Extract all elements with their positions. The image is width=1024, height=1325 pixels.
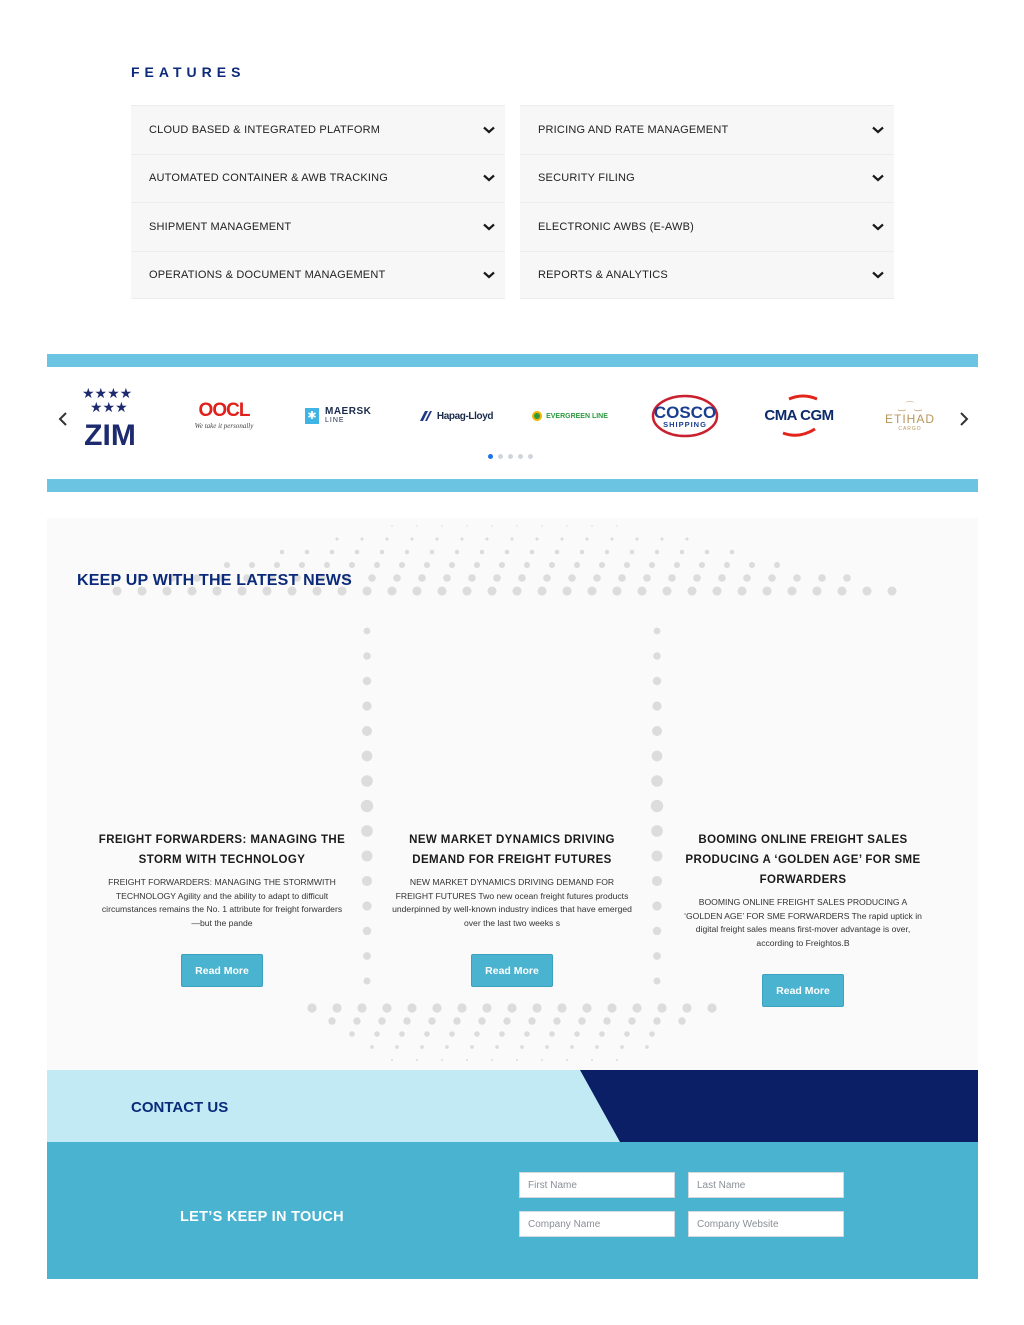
pattern-dot <box>668 574 676 582</box>
pattern-dot <box>632 1003 641 1012</box>
news-card-title: BOOMING ONLINE FREIGHT SALES PRODUCING A ‘GOLDEN AGE’ FOR SME FORWARDERS <box>685 834 921 886</box>
pattern-dot <box>361 800 373 812</box>
pattern-dot <box>362 726 372 736</box>
zim-logo-text: ZIM <box>84 419 136 447</box>
features-title: FEATURES <box>131 64 246 80</box>
pattern-dot <box>349 562 355 568</box>
pattern-dot <box>364 978 371 985</box>
feature-item-label: ELECTRONIC AWBS (E-AWB) <box>538 220 694 233</box>
pattern-dot <box>580 550 585 555</box>
pattern-dot <box>657 1003 666 1012</box>
pattern-dot <box>363 652 371 660</box>
pattern-dot <box>549 562 555 568</box>
pattern-dot <box>355 550 360 555</box>
pattern-dot <box>643 574 651 582</box>
pattern-dot <box>685 537 688 540</box>
pattern-dot <box>651 800 663 812</box>
pattern-dot <box>399 1031 405 1037</box>
pattern-dot <box>541 525 543 527</box>
pattern-dot <box>587 586 596 595</box>
pattern-dot <box>420 1045 424 1049</box>
feature-item-security-filing[interactable] <box>520 154 894 203</box>
pattern-dot <box>403 1017 410 1024</box>
contact-subtitle: LET’S KEEP IN TOUCH <box>180 1209 344 1225</box>
carousel-dot[interactable] <box>518 454 523 459</box>
pattern-dot <box>363 927 372 936</box>
pattern-dot <box>385 537 388 540</box>
pattern-dot <box>787 586 796 595</box>
pattern-dot <box>518 574 526 582</box>
pattern-dot <box>449 562 455 568</box>
pattern-dot <box>545 1045 549 1049</box>
pattern-dot <box>653 952 661 960</box>
news-card <box>97 830 347 987</box>
carousel-next-button[interactable] <box>954 407 974 431</box>
pattern-dot <box>462 586 471 595</box>
pattern-dot <box>399 562 405 568</box>
pattern-dot <box>324 562 330 568</box>
pattern-dot <box>361 775 373 787</box>
pattern-dot <box>387 586 396 595</box>
pattern-dot <box>628 1017 635 1024</box>
etihad-logo-sub: CARGO <box>898 426 922 432</box>
features-left-column <box>131 105 505 299</box>
read-more-button[interactable]: Read More <box>181 954 263 987</box>
news-card-excerpt: BOOMING ONLINE FREIGHT SALES PRODUCING A ‘GOLDEN AGE’ FOR SME FORWARDERS The rapid uptick in digital freight sales means first-mover advantage is over, according to Freightos.B <box>684 897 922 949</box>
pattern-dot <box>374 1031 380 1037</box>
pattern-dot <box>595 1045 599 1049</box>
pattern-dot <box>630 550 635 555</box>
feature-item-label: PRICING AND RATE MANAGEMENT <box>538 123 729 136</box>
pattern-dot <box>687 586 696 595</box>
pattern-dot <box>510 537 513 540</box>
pattern-dot <box>712 586 721 595</box>
pattern-dot <box>499 1031 505 1037</box>
pattern-dot <box>818 574 826 582</box>
pattern-dot <box>653 927 662 936</box>
news-card-excerpt: FREIGHT FORWARDERS: MANAGING THE STORMWITH TECHNOLOGY Agility and the ability to adapt to difficult circumstances remains the No. 1 attribute for freight forwarders—but the pande <box>101 877 343 929</box>
pattern-dot <box>441 1059 443 1061</box>
features-right-column <box>520 105 894 299</box>
pattern-dot <box>678 1017 685 1024</box>
pattern-dot <box>457 1003 466 1012</box>
maersk-logo[interactable] <box>305 405 377 427</box>
pattern-dot <box>391 525 393 527</box>
pattern-dot <box>307 1003 316 1012</box>
pattern-dot <box>407 1003 416 1012</box>
maersk-logo-text: MAERSK <box>325 406 372 417</box>
pattern-dot <box>507 1003 516 1012</box>
svg-text:★★★★: ★★★★ <box>82 386 133 402</box>
pattern-dot <box>749 562 755 568</box>
pattern-dot <box>495 1045 499 1049</box>
carousel-logos <box>75 381 955 451</box>
pattern-dot <box>543 574 551 582</box>
news-card <box>678 830 928 1007</box>
pattern-dot <box>637 586 646 595</box>
pattern-dot <box>616 1059 618 1061</box>
pattern-dot <box>528 1017 535 1024</box>
pattern-dot <box>660 537 663 540</box>
pattern-dot <box>485 537 488 540</box>
feature-item-label: SECURITY FILING <box>538 172 635 185</box>
pattern-dot <box>652 851 663 862</box>
pattern-dot <box>466 525 468 527</box>
pattern-dot <box>605 550 610 555</box>
chevron-down-icon <box>870 170 886 186</box>
pattern-dot <box>812 586 821 595</box>
feature-item-label: AUTOMATED CONTAINER & AWB TRACKING <box>149 172 389 185</box>
pattern-dot <box>512 586 521 595</box>
pattern-dot <box>562 586 571 595</box>
pattern-dot <box>224 562 230 568</box>
pattern-dot <box>470 1045 474 1049</box>
pattern-dot <box>453 1017 460 1024</box>
pattern-dot <box>651 825 663 837</box>
pattern-dot <box>487 586 496 595</box>
pattern-dot <box>653 677 661 685</box>
contact-header-navy-panel <box>580 1070 978 1142</box>
chevron-down-icon <box>481 219 497 235</box>
news-section <box>47 518 978 1070</box>
cma-cgm-logo[interactable] <box>759 391 839 441</box>
pattern-dot <box>505 550 510 555</box>
pattern-dot <box>654 978 661 985</box>
pattern-dot <box>455 550 460 555</box>
pattern-dot <box>410 537 413 540</box>
pattern-dot <box>432 1003 441 1012</box>
pattern-dot <box>862 586 871 595</box>
features-accordion <box>131 105 894 299</box>
oocl-tagline: We take it personally <box>194 422 254 430</box>
pattern-dot <box>620 1045 624 1049</box>
company-website-field[interactable] <box>688 1211 844 1237</box>
pattern-dot <box>493 574 501 582</box>
pattern-dot <box>503 1017 510 1024</box>
pattern-dot <box>395 1045 399 1049</box>
news-card <box>387 830 637 987</box>
contact-header <box>47 1070 978 1142</box>
pattern-dot <box>520 1045 524 1049</box>
pattern-dot <box>370 1045 374 1049</box>
chevron-down-icon <box>870 267 886 283</box>
pattern-dot <box>793 574 801 582</box>
pattern-dot <box>491 1059 493 1061</box>
pattern-dot <box>430 550 435 555</box>
pattern-dot <box>368 574 376 582</box>
news-card-excerpt: NEW MARKET DYNAMICS DRIVING DEMAND FOR FREIGHT FUTURES Two new ocean freight futures products underpinned by well-known industry indices that have emerged over the last two weeks s <box>392 877 632 929</box>
news-card-title: FREIGHT FORWARDERS: MANAGING THE STORM WITH TECHNOLOGY <box>98 834 346 866</box>
pattern-dot <box>599 562 605 568</box>
pattern-dot <box>662 586 671 595</box>
pattern-dot <box>653 652 661 660</box>
pattern-dot <box>652 751 663 762</box>
pattern-dot <box>362 901 371 910</box>
pattern-dot <box>480 550 485 555</box>
pattern-dot <box>618 574 626 582</box>
pattern-dot <box>391 1059 393 1061</box>
pattern-dot <box>582 1003 591 1012</box>
maersk-logo-sub: LINE <box>325 417 345 424</box>
pattern-dot <box>516 525 518 527</box>
pattern-dot <box>363 677 371 685</box>
read-more-button[interactable]: Read More <box>762 974 844 1007</box>
pattern-dot <box>541 1059 543 1061</box>
pattern-dot <box>524 1031 530 1037</box>
news-section-title: KEEP UP WITH THE LATEST NEWS <box>77 572 352 589</box>
pattern-dot <box>491 525 493 527</box>
pattern-dot <box>652 901 661 910</box>
pattern-dot <box>693 574 701 582</box>
pattern-dot <box>557 1003 566 1012</box>
news-card-title: NEW MARKET DYNAMICS DRIVING DEMAND FOR FREIGHT FUTURES <box>409 834 615 866</box>
pattern-dot <box>762 586 771 595</box>
pattern-dot <box>478 1017 485 1024</box>
pattern-dot <box>363 952 371 960</box>
pattern-dot <box>499 562 505 568</box>
pattern-dot <box>887 586 896 595</box>
cosco-logo-sub: SHIPPING <box>663 420 707 429</box>
pattern-dot <box>482 1003 491 1012</box>
carousel-pagination <box>488 454 533 459</box>
hapag-lloyd-emblem-icon <box>419 410 433 422</box>
pattern-dot <box>441 525 443 527</box>
carousel-prev-button[interactable] <box>53 407 73 431</box>
chevron-down-icon <box>870 219 886 235</box>
first-name-field[interactable] <box>519 1172 675 1198</box>
feature-item-label: SHIPMENT MANAGEMENT <box>149 220 292 233</box>
pattern-dot <box>616 525 618 527</box>
pattern-dot <box>705 550 710 555</box>
chevron-right-icon <box>959 411 969 427</box>
pattern-dot <box>624 562 630 568</box>
pattern-dot <box>328 1017 335 1024</box>
pattern-dot <box>593 574 601 582</box>
pattern-dot <box>445 1045 449 1049</box>
hapag-lloyd-logo[interactable] <box>418 407 494 425</box>
pattern-dot <box>610 537 613 540</box>
pattern-dot <box>412 586 421 595</box>
pattern-dot <box>737 586 746 595</box>
pattern-dot <box>555 550 560 555</box>
pattern-dot <box>474 1031 480 1037</box>
evergreen-logo[interactable] <box>532 408 608 424</box>
pattern-dot <box>568 574 576 582</box>
feature-item-container-tracking[interactable] <box>131 154 505 203</box>
pattern-dot <box>591 1059 593 1061</box>
zim-logo[interactable] <box>77 383 143 447</box>
pattern-dot <box>574 1031 580 1037</box>
pattern-dot <box>635 537 638 540</box>
pattern-dot <box>652 876 662 886</box>
pattern-dot <box>428 1017 435 1024</box>
last-name-field[interactable] <box>688 1172 844 1198</box>
pattern-dot <box>578 1017 585 1024</box>
pattern-dot <box>654 628 661 635</box>
oocl-logo-text: OOCL <box>198 400 250 421</box>
pattern-dot <box>349 1031 355 1037</box>
etihad-logo[interactable] <box>875 395 945 439</box>
pattern-dot <box>474 562 480 568</box>
pattern-dot <box>651 775 663 787</box>
pattern-dot <box>532 1003 541 1012</box>
pattern-dot <box>649 1031 655 1037</box>
pattern-dot <box>599 1031 605 1037</box>
pattern-dot <box>535 537 538 540</box>
carousel-dot[interactable] <box>498 454 503 459</box>
pattern-dot <box>674 562 680 568</box>
pattern-dot <box>549 1031 555 1037</box>
pattern-dot <box>274 562 280 568</box>
pattern-dot <box>361 825 373 837</box>
chevron-left-icon <box>58 411 68 427</box>
pattern-dot <box>585 537 588 540</box>
pattern-dot <box>680 550 685 555</box>
pattern-dot <box>560 537 563 540</box>
evergreen-logo-text: EVERGREEN LINE <box>546 412 608 420</box>
pattern-dot <box>652 701 661 710</box>
pattern-dot <box>537 586 546 595</box>
pattern-dot <box>468 574 476 582</box>
chevron-down-icon <box>481 170 497 186</box>
pattern-dot <box>424 1031 430 1037</box>
pattern-dot <box>443 574 451 582</box>
feature-item-electronic-awbs[interactable] <box>520 202 894 251</box>
company-name-field[interactable] <box>519 1211 675 1237</box>
carousel-dot[interactable] <box>508 454 513 459</box>
evergreen-emblem-icon <box>532 411 542 421</box>
pattern-dot <box>362 751 373 762</box>
carrier-logo-carousel <box>47 367 978 479</box>
pattern-dot <box>570 1045 574 1049</box>
pattern-dot <box>435 537 438 540</box>
pattern-dot <box>837 586 846 595</box>
pattern-dot <box>516 1059 518 1061</box>
feature-item-shipment-management[interactable] <box>131 202 505 251</box>
maersk-star-icon: ✱ <box>305 408 319 424</box>
pattern-dot <box>612 586 621 595</box>
pattern-dot <box>566 525 568 527</box>
pattern-dot <box>382 1003 391 1012</box>
pattern-dot <box>653 1017 660 1024</box>
pattern-dot <box>378 1017 385 1024</box>
pattern-dot <box>724 562 730 568</box>
feature-item-reports-analytics[interactable] <box>520 251 894 300</box>
pattern-dot <box>530 550 535 555</box>
pattern-dot <box>374 562 380 568</box>
pattern-dot <box>843 574 851 582</box>
read-more-button[interactable]: Read More <box>471 954 553 987</box>
pattern-dot <box>603 1017 610 1024</box>
pattern-dot <box>305 550 310 555</box>
etihad-arabic-mark-icon: ‿⌒‿ <box>898 402 922 412</box>
carousel-dot[interactable] <box>528 454 533 459</box>
pattern-dot <box>424 562 430 568</box>
cma-cgm-logo-text: CMA CGM <box>764 407 834 424</box>
pattern-dot <box>624 1031 630 1037</box>
pattern-dot <box>774 562 780 568</box>
pattern-dot <box>524 562 530 568</box>
pattern-dot <box>449 1031 455 1037</box>
chevron-down-icon <box>870 122 886 138</box>
feature-item-cloud-platform[interactable] <box>131 105 505 154</box>
hapag-lloyd-logo-text: Hapag-Lloyd <box>436 410 494 422</box>
feature-item-label: CLOUD BASED & INTEGRATED PLATFORM <box>149 123 381 136</box>
pattern-dot <box>574 562 580 568</box>
pattern-dot <box>699 562 705 568</box>
pattern-dot <box>718 574 726 582</box>
chevron-down-icon <box>481 122 497 138</box>
pattern-dot <box>299 562 305 568</box>
contact-form-section <box>47 1142 978 1279</box>
carousel-band-bottom <box>47 479 978 492</box>
pattern-dot <box>360 537 363 540</box>
pattern-dot <box>362 851 373 862</box>
pattern-dot <box>418 574 426 582</box>
pattern-dot <box>768 574 776 582</box>
pattern-dot <box>645 1045 649 1049</box>
pattern-dot <box>553 1017 560 1024</box>
feature-item-label: OPERATIONS & DOCUMENT MANAGEMENT <box>149 268 386 281</box>
cosco-logo[interactable] <box>649 393 721 439</box>
pattern-dot <box>405 550 410 555</box>
svg-text:★★★: ★★★ <box>90 400 128 416</box>
pattern-dot <box>460 537 463 540</box>
pattern-dot <box>566 1059 568 1061</box>
cosco-logo-text: COSCO <box>653 403 717 422</box>
pattern-dot <box>280 550 285 555</box>
pattern-dot <box>362 586 371 595</box>
pattern-dot <box>364 628 371 635</box>
contact-title: CONTACT US <box>131 1099 229 1116</box>
pattern-dot <box>393 574 401 582</box>
pattern-dot <box>357 1003 366 1012</box>
etihad-logo-text: ETIHAD <box>884 412 935 426</box>
feature-item-label: REPORTS & ANALYTICS <box>538 268 668 281</box>
pattern-dot <box>362 701 371 710</box>
pattern-dot <box>649 562 655 568</box>
pattern-dot <box>607 1003 616 1012</box>
pattern-dot <box>466 1059 468 1061</box>
pattern-dot <box>416 525 418 527</box>
pattern-dot <box>249 562 255 568</box>
pattern-dot <box>652 726 662 736</box>
feature-item-pricing-rates[interactable] <box>520 105 894 154</box>
carousel-dot[interactable] <box>488 454 493 459</box>
pattern-dot <box>437 586 446 595</box>
pattern-dot <box>380 550 385 555</box>
pattern-dot <box>335 537 338 540</box>
pattern-dot <box>730 550 735 555</box>
pattern-dot <box>416 1059 418 1061</box>
pattern-dot <box>591 525 593 527</box>
carousel-band-top <box>47 354 978 367</box>
oocl-logo[interactable] <box>189 401 259 431</box>
pattern-dot <box>332 1003 341 1012</box>
pattern-dot <box>362 876 372 886</box>
chevron-down-icon <box>481 267 497 283</box>
pattern-dot <box>655 550 660 555</box>
pattern-dot <box>330 550 335 555</box>
feature-item-operations-documents[interactable] <box>131 251 505 300</box>
pattern-dot <box>353 1017 360 1024</box>
pattern-dot <box>743 574 751 582</box>
